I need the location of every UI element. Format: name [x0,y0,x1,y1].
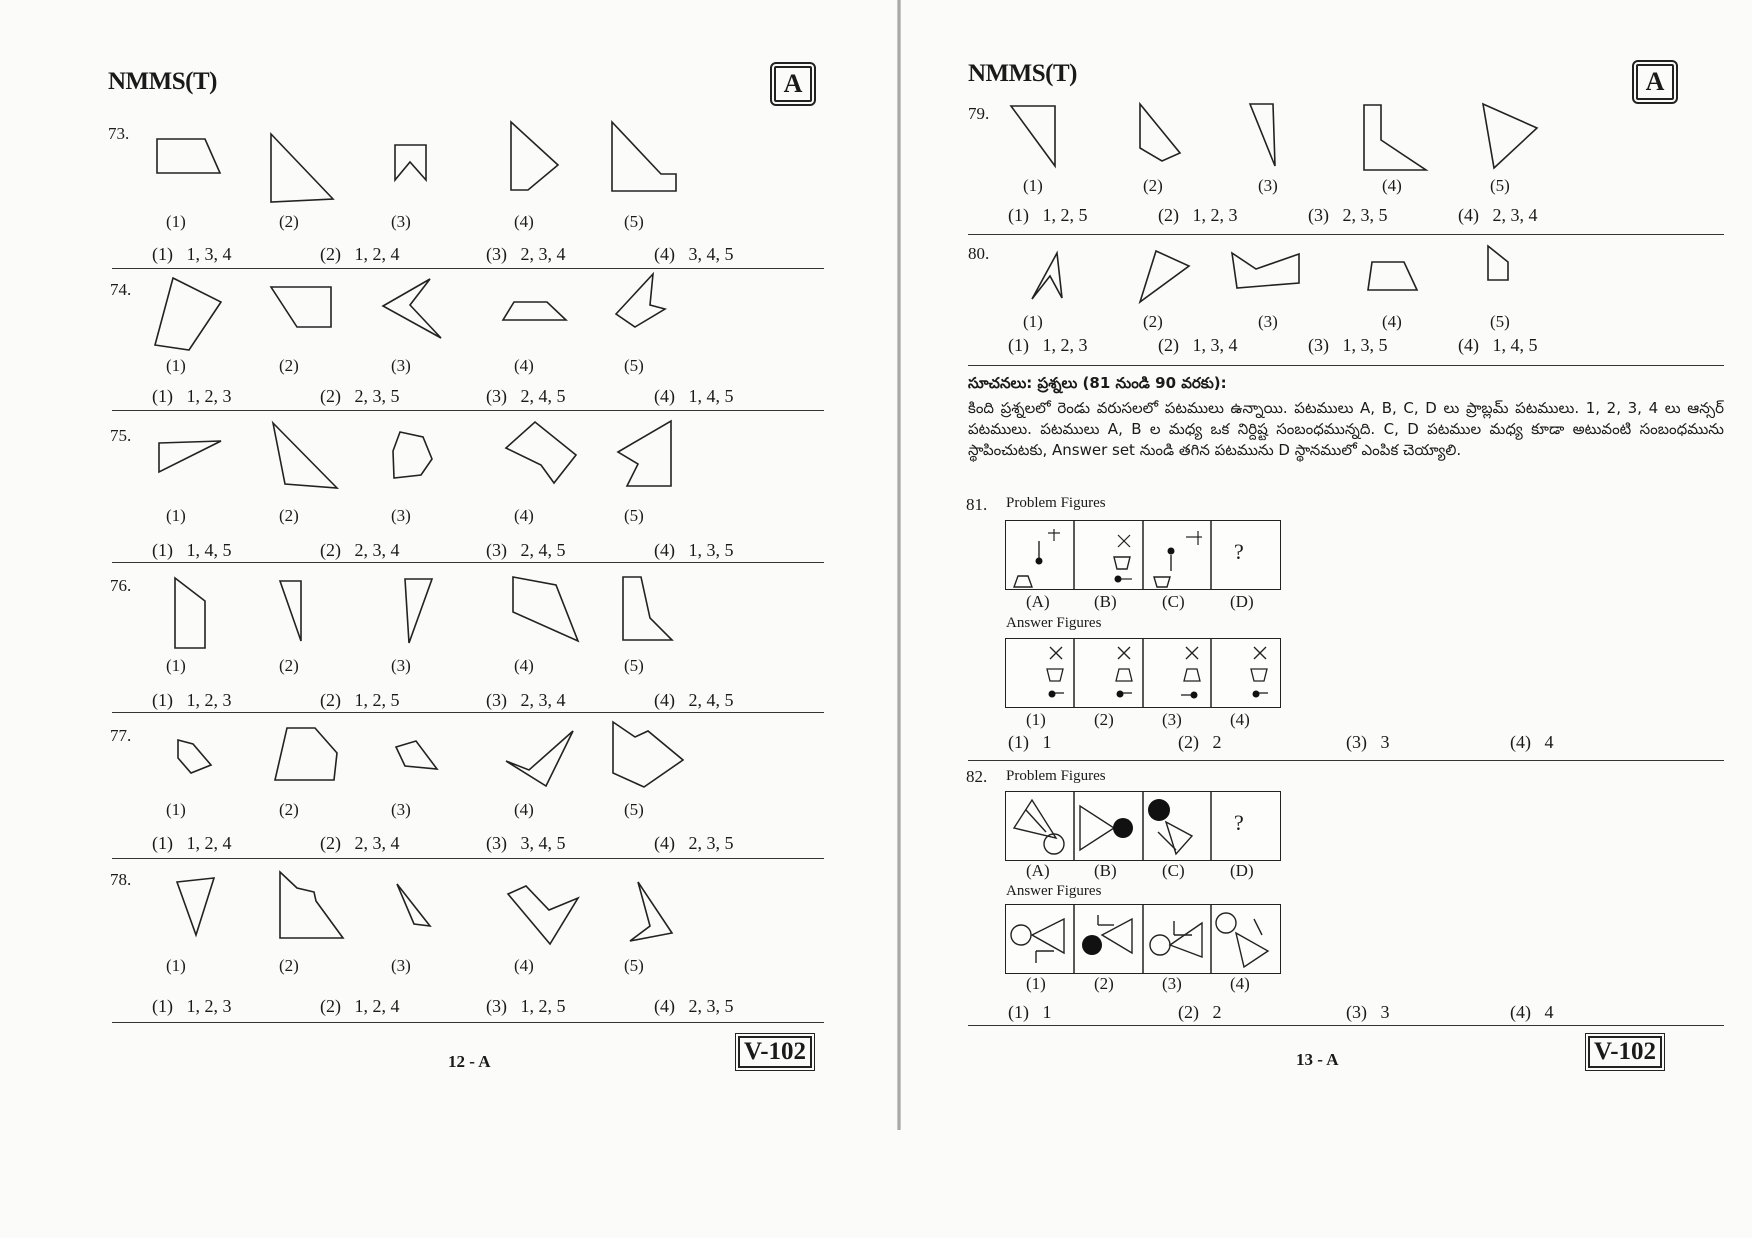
q74-figure-4 [503,302,566,320]
answer-option-value: 1, 4, 5 [186,540,232,560]
figure-label: (1) [1026,710,1046,729]
figure-label: (3) [1258,176,1278,195]
q79-figure-2 [1140,104,1180,161]
q80-figure-2 [1140,251,1189,302]
answer-option[interactable] [152,540,232,561]
answer-option[interactable] [320,540,400,561]
answer-option-label: (1) [152,833,173,853]
answer-option[interactable] [1510,732,1554,753]
answer-option[interactable] [654,996,734,1017]
answer-option-value: 1, 3, 5 [688,540,734,560]
answer-option[interactable] [320,996,400,1017]
answer-option-label: (2) [320,690,341,710]
question-number: 76. [110,576,132,595]
answer-option[interactable] [1008,1002,1052,1023]
figure-label: (1) [166,506,186,525]
q80-figure-3 [1232,253,1299,288]
answer-option-value: 2, 4, 5 [688,690,734,710]
q74-figure-1 [155,278,221,350]
figure-label: (5) [624,356,644,375]
divider [968,234,1724,235]
answer-option[interactable] [1346,1002,1390,1023]
answer-option[interactable] [152,833,232,854]
answer-option-label: (4) [1510,732,1531,752]
question-number: 80. [968,244,990,263]
answer-option[interactable] [486,540,566,561]
answer-option-label: (1) [1008,205,1029,225]
answer-option[interactable] [654,386,734,407]
divider [112,410,824,411]
figure-label: (B) [1094,592,1117,611]
q80-figure-5 [1488,246,1508,280]
answer-option-label: (2) [320,996,341,1016]
divider [112,712,824,713]
q77-figure-1 [178,740,211,773]
answer-option[interactable] [1008,732,1052,753]
figure-label: (C) [1162,592,1185,611]
set-badge: A [1636,64,1674,100]
question-number: 78. [110,870,132,889]
q79-figure-1 [1011,106,1055,166]
q73-figure-5 [612,122,676,191]
q78-figure-5 [630,882,672,941]
q80-figure-4 [1368,262,1417,290]
answer-option-label: (4) [654,690,675,710]
figure-label: (C) [1162,861,1185,880]
answer-option-value: 1, 2, 3 [1192,205,1238,225]
figure-label: (5) [624,800,644,819]
answer-option-label: (1) [1008,1002,1029,1022]
answer-option-label: (3) [486,996,507,1016]
answer-option-value: 1 [1042,732,1052,752]
answer-option-value: 2, 3, 5 [354,386,400,406]
answer-option-label: (1) [1008,335,1029,355]
q74-figure-5 [616,274,665,327]
answer-option-value: 2, 3, 4 [354,540,400,560]
q73-figure-4 [511,122,558,190]
figure-label: (3) [391,212,411,231]
answer-option-label: (2) [320,540,341,560]
answer-option[interactable] [1308,205,1388,226]
figure-label: (3) [391,356,411,375]
answer-option-label: (2) [1178,732,1199,752]
instructions-body: కింది ప్రశ్నలలో రెండు వరుసలలో పటములు ఉన్నాయి. పటములు A, B, C, D లు ప్రాబ్లమ్ పటములు. 1, 2, 3, 4 లు ఆన్సర్ పటములు. పటములు A, B ల మధ్య ఒక నిర్దిష్ట సంబంధమున్నది. C, D పటముల మధ్య కూడా అటువంటి సంబంధమును స్థాపించుటకు, Answer set నుండి తగిన పటమును D స్థానములో ఎంపిక చెయ్యాలి. [968,399,1724,459]
answer-option-value: 1, 2, 5 [354,690,400,710]
q76-figure-1 [175,578,205,648]
answer-option[interactable] [486,690,566,711]
problem-figures-title: Problem Figures [1006,495,1106,511]
answer-option-value: 2, 4, 5 [520,386,566,406]
answer-option-value: 1, 3, 4 [186,244,232,264]
question-mark: ? [1234,539,1244,564]
question-mark: ? [1234,810,1244,835]
page-number: 13 - A [1296,1050,1339,1069]
answer-option[interactable] [654,690,734,711]
answer-option-label: (2) [320,386,341,406]
answer-option[interactable] [1178,1002,1222,1023]
q81-answer-figures [1005,638,1281,708]
divider [112,1022,824,1023]
question-number: 74. [110,280,132,299]
figure-label: (3) [1162,710,1182,729]
answer-option-label: (1) [152,540,173,560]
figure-label: (1) [1023,312,1043,331]
problem-figures-title: Problem Figures [1006,768,1106,784]
answer-option-value: 2, 4, 5 [520,540,566,560]
q75-figure-1 [159,441,221,472]
q77-figure-4 [506,731,573,786]
answer-figures-title: Answer Figures [1006,615,1102,631]
page-header: NMMS(T) [968,60,1077,87]
answer-option-label: (4) [654,540,675,560]
figure-label: (A) [1026,861,1050,880]
paper-code: V-102 [1588,1036,1662,1068]
answer-option-label: (4) [654,244,675,264]
answer-option[interactable] [1158,335,1238,356]
answer-option-value: 1, 2, 3 [186,386,232,406]
answer-option-value: 1, 2, 5 [520,996,566,1016]
answer-option[interactable] [654,833,734,854]
figure-label: (2) [1143,176,1163,195]
q78-figure-2 [280,872,343,938]
answer-option[interactable] [1008,205,1088,226]
set-badge: A [774,66,812,102]
question-number: 81. [966,495,988,514]
q75-figure-2 [273,423,337,488]
answer-option-label: (1) [152,244,173,264]
answer-option-label: (3) [486,244,507,264]
answer-option-label: (1) [152,690,173,710]
q76-figure-3 [405,579,432,643]
answer-option[interactable] [1158,205,1238,226]
figure-label: (1) [166,656,186,675]
answer-option-label: (3) [1346,732,1367,752]
answer-option-label: (2) [320,244,341,264]
divider [968,760,1724,761]
answer-option-value: 2, 3, 4 [520,690,566,710]
answer-option-label: (3) [486,540,507,560]
answer-option[interactable] [486,386,566,407]
answer-figures-title: Answer Figures [1006,883,1102,899]
question-number: 73. [108,124,130,143]
answer-option-value: 3 [1380,1002,1390,1022]
figure-label: (1) [166,956,186,975]
answer-option[interactable] [152,996,232,1017]
figure-label: (1) [1026,974,1046,993]
figure-label: (2) [279,356,299,375]
figure-label: (B) [1094,861,1117,880]
figure-label: (3) [1258,312,1278,331]
answer-option-value: 2, 3, 5 [1342,205,1388,225]
answer-option-value: 1, 4, 5 [688,386,734,406]
question-number: 82. [966,767,988,786]
q76-figure-4 [513,577,578,641]
divider [968,1025,1724,1026]
figure-label: (3) [391,506,411,525]
answer-option-value: 1, 2, 4 [354,996,400,1016]
paper-code: V-102 [738,1036,812,1068]
answer-option-label: (1) [152,996,173,1016]
answer-option-label: (4) [654,386,675,406]
answer-option-value: 3, 4, 5 [520,833,566,853]
figure-label: (2) [279,212,299,231]
q81-problem-figures [1005,520,1281,590]
q75-figure-4 [506,422,576,483]
q74-figure-3 [383,279,441,338]
figure-label: (2) [1094,710,1114,729]
answer-option-label: (1) [1008,732,1029,752]
answer-option[interactable] [654,540,734,561]
q78-figure-1 [177,878,214,935]
figure-label: (5) [624,506,644,525]
answer-option-label: (3) [486,690,507,710]
answer-option-value: 1 [1042,1002,1052,1022]
answer-option-value: 1, 4, 5 [1492,335,1538,355]
q73-figure-1 [157,139,220,173]
figure-label: (3) [391,656,411,675]
answer-option[interactable] [1510,1002,1554,1023]
answer-option-value: 3, 4, 5 [688,244,734,264]
answer-option[interactable] [1008,335,1088,356]
figure-label: (5) [624,956,644,975]
figure-label: (4) [1382,176,1402,195]
answer-option-label: (3) [486,833,507,853]
answer-option-value: 2, 3, 4 [520,244,566,264]
answer-option-value: 1, 2, 5 [1042,205,1088,225]
answer-option[interactable] [152,690,232,711]
answer-option-value: 1, 3, 4 [1192,335,1238,355]
answer-option-value: 1, 2, 3 [1042,335,1088,355]
figure-label: (3) [391,956,411,975]
answer-option[interactable] [1308,335,1388,356]
figure-label: (3) [1162,974,1182,993]
q75-figure-3 [393,432,432,478]
figure-label: (5) [1490,312,1510,331]
answer-option-label: (3) [1346,1002,1367,1022]
answer-option[interactable] [1346,732,1390,753]
figure-label: (2) [279,800,299,819]
answer-option-value: 2 [1212,732,1222,752]
figure-label: (4) [514,212,534,231]
q82-problem-figures [1005,791,1281,861]
right-page [900,0,1752,1238]
answer-option[interactable] [1178,732,1222,753]
figure-label: (2) [279,506,299,525]
divider [112,562,824,563]
answer-option-value: 1, 2, 3 [186,690,232,710]
q78-figure-3 [397,884,430,926]
q79-figure-4 [1364,105,1426,170]
question-number: 77. [110,726,132,745]
divider [968,365,1724,366]
answer-option-value: 1, 2, 4 [186,833,232,853]
figure-label: (4) [514,656,534,675]
q76-figure-5 [623,577,672,640]
answer-option[interactable] [486,833,566,854]
q80-figure-1 [1032,253,1062,299]
q73-figure-3 [395,145,426,180]
answer-option-label: (2) [1158,335,1179,355]
q76-figure-2 [280,581,301,641]
instructions-title: సూచనలు: ప్రశ్నలు (81 నుండి 90 వరకు): [968,374,1227,392]
page-number: 12 - A [448,1052,491,1071]
answer-option-label: (2) [1178,1002,1199,1022]
figure-label: (D) [1230,861,1254,880]
q78-figure-4 [508,886,578,944]
figure-label: (4) [514,356,534,375]
answer-option[interactable] [486,244,566,265]
answer-option-value: 3 [1380,732,1390,752]
answer-option-label: (2) [1158,205,1179,225]
answer-option-label: (4) [1510,1002,1531,1022]
answer-option-label: (3) [486,386,507,406]
figure-label: (D) [1230,592,1254,611]
figure-label: (4) [1382,312,1402,331]
figure-label: (A) [1026,592,1050,611]
figure-label: (5) [624,212,644,231]
figure-label: (4) [1230,710,1250,729]
figure-label: (2) [279,956,299,975]
figure-label: (4) [514,800,534,819]
figure-label: (1) [1023,176,1043,195]
q74-figure-2 [271,287,331,327]
answer-option[interactable] [320,244,400,265]
answer-option[interactable] [1458,335,1538,356]
q77-figure-2 [275,728,337,780]
answer-option[interactable] [320,833,400,854]
answer-option-value: 2, 3, 4 [1492,205,1538,225]
answer-option-label: (2) [320,833,341,853]
figure-label: (1) [166,212,186,231]
answer-option[interactable] [152,244,232,265]
answer-option[interactable] [654,244,734,265]
q75-figure-5 [618,421,671,486]
figure-label: (2) [279,656,299,675]
answer-option-label: (3) [1308,335,1329,355]
answer-option-label: (4) [1458,335,1479,355]
answer-option-label: (4) [654,833,675,853]
q73-figure-2 [271,134,333,202]
answer-option-value: 1, 2, 3 [186,996,232,1016]
divider [112,268,824,269]
q77-figure-3 [396,741,437,769]
figure-label: (5) [1490,176,1510,195]
divider [112,858,824,859]
answer-option-label: (1) [152,386,173,406]
answer-option-value: 2, 3, 4 [354,833,400,853]
answer-option-label: (4) [1458,205,1479,225]
answer-option[interactable] [320,386,400,407]
answer-option-value: 2, 3, 5 [688,996,734,1016]
answer-option[interactable] [320,690,400,711]
figure-label: (2) [1143,312,1163,331]
question-number: 79. [968,104,990,123]
q79-figure-3 [1250,104,1275,166]
answer-option-label: (3) [1308,205,1329,225]
figure-label: (4) [1230,974,1250,993]
figure-label: (4) [514,506,534,525]
answer-option-label: (4) [654,996,675,1016]
figure-label: (1) [166,356,186,375]
answer-option-value: 4 [1544,1002,1554,1022]
answer-option-value: 1, 3, 5 [1342,335,1388,355]
answer-option[interactable] [1458,205,1538,226]
answer-option[interactable] [486,996,566,1017]
figure-label: (3) [391,800,411,819]
page-header: NMMS(T) [108,68,217,95]
q79-figure-5 [1483,104,1537,168]
figure-label: (1) [166,800,186,819]
q77-figure-5 [613,722,683,787]
answer-option-value: 1, 2, 4 [354,244,400,264]
answer-option-value: 2 [1212,1002,1222,1022]
answer-option-value: 2, 3, 5 [688,833,734,853]
figure-label: (2) [1094,974,1114,993]
figure-label: (5) [624,656,644,675]
figure-label: (4) [514,956,534,975]
question-number: 75. [110,426,132,445]
answer-option-value: 4 [1544,732,1554,752]
q82-answer-figures [1005,904,1281,974]
answer-option[interactable] [152,386,232,407]
